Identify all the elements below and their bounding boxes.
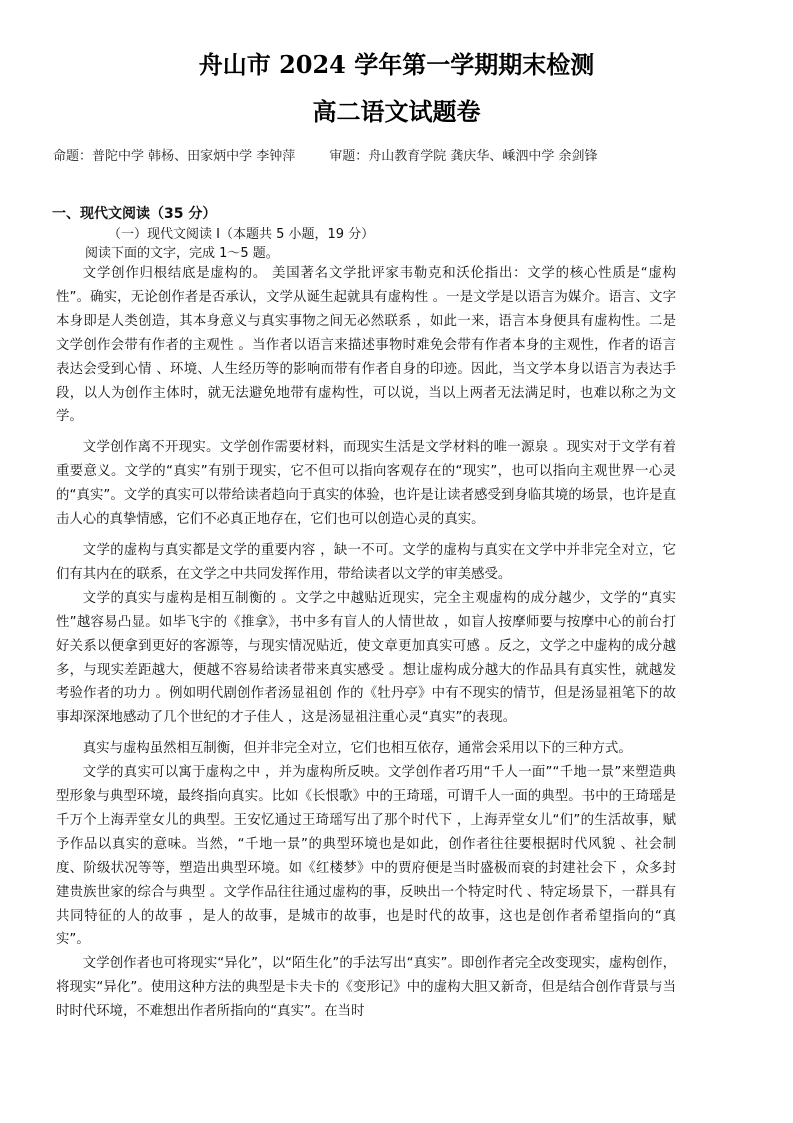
subsection-heading: （一）现代文阅读 I（本题共 5 小题，19 分） [108,227,375,242]
reviewers-text: 审题：舟山教育学院 龚庆华、嵊泗中学 余剑锋 [329,149,598,164]
passage-paragraph: 文学创作归根结底是虚构的。 美国著名文学批评家韦勒克和沃伦指出：文学的核心性质是“虚构性”。确实，无论创作者是否承认，文学从诞生起就具有虚构性 。一是文学是以语言为媒介。语言、文字本身即是人类创造，其本身意义与真实事物之间无必然联系 ，如此一来，语言本身便具有虚构性。二是文学创作会带有作者的主观性 。当作者以语言来描述事物时难免会带有作者本身的主观性，作者的语言表达会受到心情 、环境、人生经历等的影响而带有作者自身的印迹。因此，当文学本身以语言为表达手段，以人为创作主体时，就无法避免地带有虚构性，可以说，当以上两者无法满足时，也难以称之为文学。 [56,266,676,425]
reading-instruction: 阅读下面的文字，完成 1～5 题。 [85,246,279,261]
exam-subtitle: 高二语文试题卷 [312,97,481,126]
reading-passage [56,262,676,1024]
passage-paragraph: 真实与虚构虽然相互制衡，但并非完全对立，它们也相互依存，通常会采用以下的三种方式。 [82,741,632,757]
passage-paragraph: 文学的虚构与真实都是文学的重要内容 ，缺一不可。文学的虚构与真实在文学中并非完全对立，它们有其内在的联系，在文学之中共同发挥作用，带给读者以文学的审美感受。 [56,542,676,582]
passage-paragraph: 文学的真实与虚构是相互制衡的 。文学之中越贴近现实，完全主观虚构的成分越少，文学的“真实性”越容易凸显。如毕飞宇的《推拿》，书中多有盲人的人情世故 ，如盲人按摩师要与按摩中心的前台打好关系以便拿到更好的客源等，与现实情况贴近，使文章更加真实可感 。反之，文学之中虚构的成分越多，与现实差距越大，便越不容易给读者带来真实感受 。想让虚构成分越大的作品具有真实性，就越发考验作者的功力 。例如明代剧创作者汤显祖创 作的《牡丹亭》中有不现实的情节，但是汤显祖笔下的故事却深深地感动了几个世纪的才子佳人 ，这是汤显祖注重心灵“真实”的表现。 [56,590,676,726]
proposers-text: 命题：普陀中学 韩杨、田家炳中学 李钟萍 [53,149,296,164]
passage-paragraph: 文学创作者也可将现实“异化”，以“陌生化”的手法写出“真实”。即创作者完全改变现实，虚构创作，将现实“异化”。使用这种方法的典型是卡夫卡的《变形记》中的虚构大胆又新奇，但是结合创作背景与当时时代环境，不难想出作者所指向的“真实”。在当时 [56,956,676,1020]
section-heading: 一、现代文阅读（35 分） [52,206,217,222]
passage-paragraph: 文学创作离不开现实。文学创作需要材料，而现实生活是文学材料的唯一源泉 。现实对于文学有着重要意义。文学的“真实”有别于现实，它不但可以指向客观存在的“现实”，也可以指向主观世界一心灵的“真实”。文学的真实可以带给读者趋向于真实的体验，也许是让读者感受到身临其境的场景，也许是直击人心的真挚情感，它们不必真正地存在，它们也可以创造心灵的真实。 [56,440,676,528]
author-line [53,148,753,166]
exam-title: 舟山市 2024 学年第一学期期末检测 [198,50,595,79]
passage-paragraph: 文学的真实可以寓于虚构之中 ，并为虚构所反映。文学创作者巧用“千人一面”“千地一景”来塑造典型形象与典型环境，最终指向真实。比如《长恨歌》中的王琦瑶，可谓千人一面的典型。书中的王琦瑶是千万个上海弄堂女儿的典型。王安忆通过王琦瑶写出了那个时代下 ，上海弄堂女儿“们”的生活故事，赋予作品以真实的意味。当然，“千地一景”的典型环境也是如此，创作者往往要根据时代风貌 、社会制度、阶级状况等等，塑造出典型环境。如《红楼梦》中的贾府便是当时盛极而衰的封建社会下 ，众多封建贵族世家的综合与典型 。文学作品往往通过虚构的事，反映出一个特定时代 、特定场景下，一群具有共同特征的人的故事 ，是人的故事，是城市的故事，也是时代的故事，这也是创作者希望指向的“真实”。 [56,765,676,948]
